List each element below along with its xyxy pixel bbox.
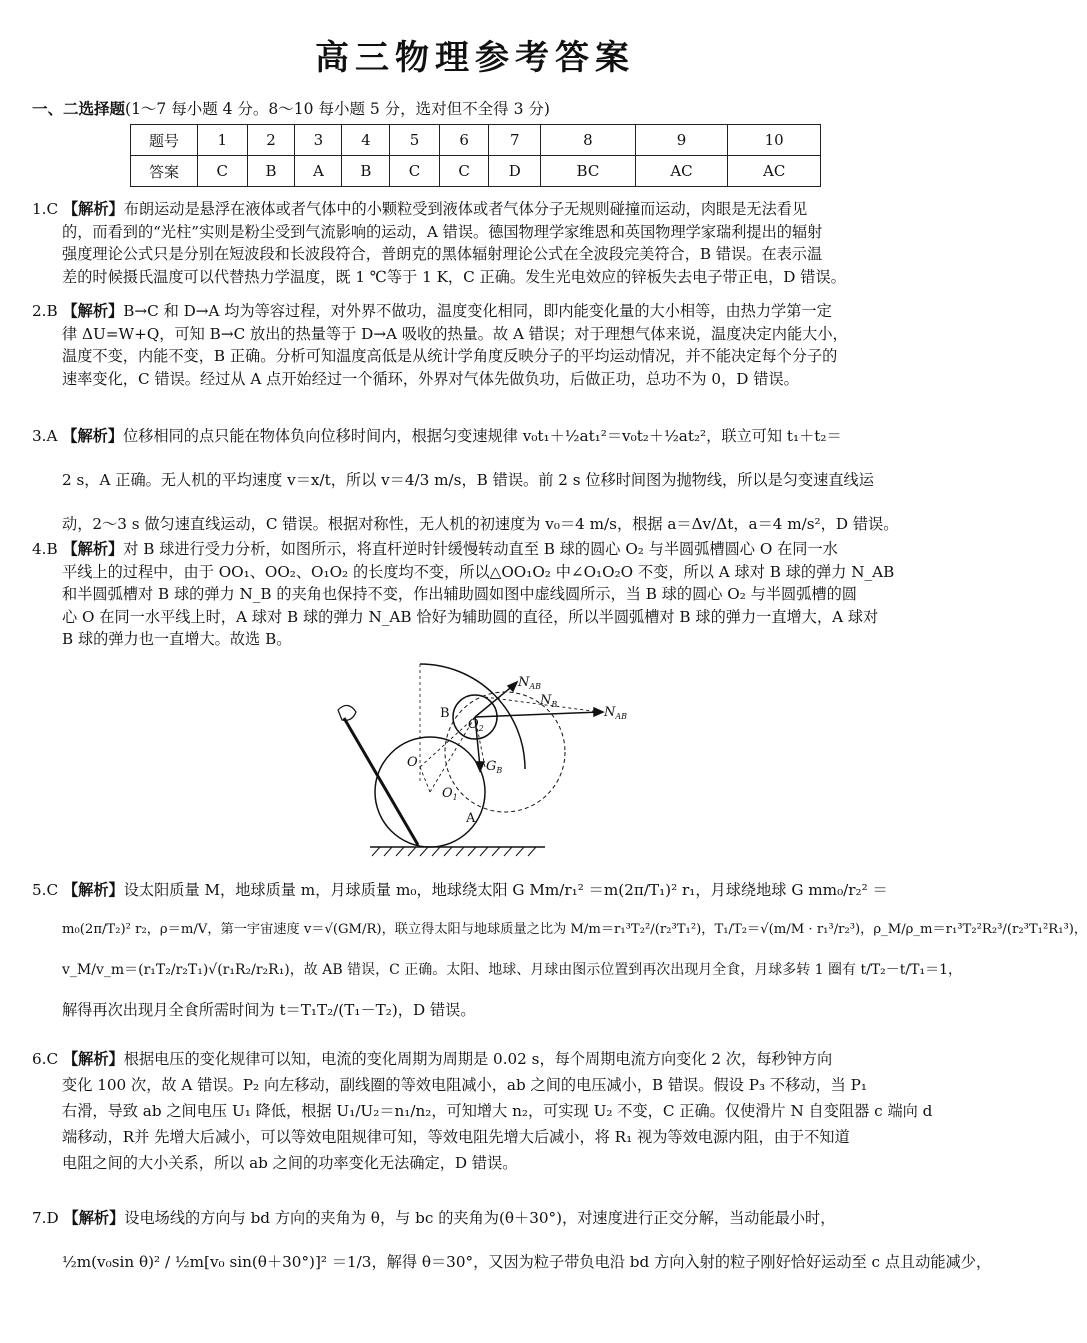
- answer-cell: B: [247, 156, 295, 187]
- force-analysis-diagram: [330, 662, 640, 862]
- q3-line1: 位移相同的点只能在物体负向位移时间内，根据匀变速规律 v₀t₁＋½at₁²＝v₀t₂＋½at₂²，联立可知 t₁＋t₂＝: [123, 427, 842, 445]
- question-number: 9: [635, 125, 728, 156]
- row-label-number: 题号: [131, 125, 198, 156]
- answer-cell: AC: [635, 156, 728, 187]
- question-number: 3: [295, 125, 342, 156]
- q4-line5: B 球的弹力也一直增大。故选 B。: [62, 630, 292, 648]
- q2-tag: 【解析】: [62, 302, 124, 320]
- question-number: 1: [198, 125, 248, 156]
- label-g: $G_B$: [486, 759, 503, 775]
- hand-icon: [338, 705, 356, 720]
- question-number: 8: [541, 125, 635, 156]
- label-o: O: [407, 755, 418, 770]
- q7-line1: 设电场线的方向与 bd 方向的夹角为 θ，与 bc 的夹角为(θ＋30°)，对速度进行正交分解，当动能最小时，: [124, 1209, 836, 1227]
- answer-cell: A: [295, 156, 342, 187]
- q6-line1: 根据电压的变化规律可以知，电流的变化周期为周期是 0.02 s，每个周期电流方向变化 2 次，每秒钟方向: [123, 1050, 833, 1068]
- q4-line3: 和半圆弧槽对 B 球的弹力 N_B 的夹角也保持不变，作出辅助圆如图中虚线圆所示，当 B 球的圆心 O₂ 与半圆弧槽的圆: [62, 585, 857, 603]
- q1-number: 1.C: [32, 200, 59, 218]
- q2-line2: 律 ΔU=W+Q，可知 B→C 放出的热量等于 D→A 吸收的热量。故 A 错误；对于理想气体来说，温度决定内能大小，: [62, 324, 848, 343]
- q3-tag: 【解析】: [62, 427, 124, 445]
- solution-q5: [32, 870, 1087, 1030]
- q4-line1: 对 B 球进行受力分析，如图所示，将直杆逆时针缓慢转动直至 B 球的圆心 O₂ 与半圆弧槽圆心 O 在同一水: [123, 540, 838, 558]
- diagram-labels: [407, 675, 627, 826]
- label-b: B: [440, 706, 450, 721]
- answer-cell: AC: [728, 156, 821, 187]
- row-label-answer: 答案: [131, 156, 198, 187]
- answer-cell: B: [342, 156, 390, 187]
- q5-tag: 【解析】: [62, 881, 124, 899]
- solution-q3: [32, 414, 912, 546]
- section-heading: [32, 97, 550, 119]
- section-heading-text: 一、二选择题: [32, 99, 126, 118]
- q5-line2: m₀(2π/T₂)² r₂，ρ＝m/V，第一宇宙速度 v＝√(GM/R)，联立得太阳与地球质量之比为 M/m＝r₁³T₂²/(r₂³T₁²)，T₁/T₂＝√(m/M · r₁³/r₂³)，ρ_M/ρ_m＝r₁³T₂²R₂³/(r₂³T₁²R₁³)，: [62, 922, 1087, 937]
- q5-line4: 解得再次出现月全食所需时间为 t＝T₁T₂/(T₁－T₂)，D 错误。: [62, 1001, 476, 1019]
- q4-line2: 平线上的过程中，由于 OO₁、OO₂、O₁O₂ 的长度均不变，所以△OO₁O₂ 中∠O₁O₂O 不变，所以 A 球对 B 球的弹力 N_AB: [62, 562, 895, 581]
- ground-hatching: [372, 847, 536, 856]
- solution-q2: [32, 300, 912, 390]
- q7-tag: 【解析】: [63, 1209, 125, 1227]
- section-note: (1～7 每小题 4 分。8～10 每小题 5 分，选对但不全得 3 分): [125, 100, 550, 118]
- q1-line1: 布朗运动是悬浮在液体或者气体中的小颗粒受到液体或者气体分子无规则碰撞而运动，肉眼是无法看见: [123, 200, 808, 218]
- q6-line3: 右滑，导致 ab 之间电压 U₁ 降低，根据 U₁/U₂＝n₁/n₂，可知增大 n₂，可实现 U₂ 不变，C 正确。仅使滑片 N 自变阻器 c 端向 d: [62, 1102, 933, 1120]
- answer-cell: C: [198, 156, 248, 187]
- auxiliary-circle: [445, 692, 565, 812]
- q1-line4: 差的时候摄氏温度可以代替热力学温度，既 1 ℃等于 1 K，C 正确。发生光电效应的锌板失去电子带正电，D 错误。: [62, 267, 846, 286]
- q3-line2: 2 s，A 正确。无人机的平均速度 v＝x/t，所以 v＝4/3 m/s，B 错误。前 2 s 位移时间图为抛物线，所以是匀变速直线运: [62, 471, 874, 489]
- question-number-row: [131, 125, 821, 156]
- q5-line3: v_M/v_m＝(r₁T₂/r₂T₁)√(r₁R₂/r₂R₁)，故 AB 错误，C 正确。太阳、地球、月球由图示位置到再次出现月全食，月球多转 1 圈有 t/T₂－t/T₁＝1，: [62, 962, 962, 978]
- label-a: A: [466, 811, 476, 826]
- label-o1: $O_1$: [442, 786, 458, 802]
- q4-number: 4.B: [32, 540, 58, 558]
- q6-tag: 【解析】: [62, 1050, 124, 1068]
- q6-line4: 端移动，R并 先增大后减小，可以等效电阻规律可知，等效电阻先增大后减小，将 R₁ 视为等效电源内阻，由于不知道: [62, 1128, 850, 1146]
- question-number: 2: [247, 125, 295, 156]
- question-number: 10: [728, 125, 821, 156]
- solution-q7: [32, 1196, 992, 1284]
- answer-cell: BC: [541, 156, 635, 187]
- label-o2: $O_2$: [468, 717, 484, 733]
- q7-number: 7.D: [32, 1209, 59, 1227]
- label-nab-top: $N_{AB}$: [518, 675, 542, 691]
- rod: [344, 718, 418, 845]
- q6-line2: 变化 100 次，故 A 错误。P₂ 向左移动，副线圈的等效电阻减小，ab 之间的电压减小，B 错误。假设 P₃ 不移动，当 P₁: [62, 1076, 867, 1094]
- q6-number: 6.C: [32, 1050, 59, 1068]
- answer-cell: D: [489, 156, 541, 187]
- solution-q1: [32, 198, 912, 288]
- q1-tag: 【解析】: [62, 200, 124, 218]
- label-nb: $N_B$: [540, 693, 558, 709]
- q7-line2: ½m(v₀sin θ)² / ½m[v₀ sin(θ＋30°)]² ＝1/3，解得 θ＝30°，又因为粒子带负电沿 bd 方向入射的粒子刚好恰好运动至 c 点且动能减少，: [62, 1253, 992, 1271]
- question-number: 7: [489, 125, 541, 156]
- q3-number: 3.A: [32, 427, 58, 445]
- q2-line4: 速率变化，C 错误。经过从 A 点开始经过一个循环，外界对气体先做负功，后做正功，总功不为 0，D 错误。: [62, 369, 799, 388]
- answer-cell: C: [390, 156, 440, 187]
- q1-line2: 的，而看到的“光柱”实则是粉尘受到气流影响的运动，A 错误。德国物理学家维恩和英国物理学家瑞利提出的辐射: [62, 222, 823, 241]
- question-number: 6: [439, 125, 489, 156]
- q2-number: 2.B: [32, 302, 58, 320]
- answer-row: [131, 156, 821, 187]
- solution-q6: [32, 1046, 933, 1176]
- q1-line3: 强度理论公式只是分别在短波段和长波段符合，普朗克的黑体辐射理论公式在全波段完美符合，B 错误。在表示温: [62, 245, 823, 263]
- q5-line1: 设太阳质量 M，地球质量 m，月球质量 m₀，地球绕太阳 G Mm/r₁² ＝m(2π/T₁)² r₁，月球绕地球 G mm₀/r₂² ＝: [123, 881, 888, 899]
- q4-line4: 心 O 在同一水平线上时，A 球对 B 球的弹力 N_AB 恰好为辅助圆的直径，所以半圆弧槽对 B 球的弹力一直增大，A 球对: [62, 607, 879, 626]
- page-title: 高三物理参考答案: [315, 38, 635, 78]
- answer-cell: C: [439, 156, 489, 187]
- q5-number: 5.C: [32, 881, 59, 899]
- q6-line5: 电阻之间的大小关系，所以 ab 之间的功率变化无法确定，D 错误。: [62, 1154, 518, 1172]
- q2-line1: B→C 和 D→A 均为等容过程，对外界不做功，温度变化相同，即内能变化量的大小相等，由热力学第一定: [123, 302, 832, 320]
- question-number: 5: [390, 125, 440, 156]
- q2-line3: 温度不变，内能不变，B 正确。分析可知温度高低是从统计学角度反映分子的平均运动情况，并不能决定每个分子的: [62, 347, 838, 365]
- answer-table: [130, 124, 821, 187]
- solution-q4: [32, 538, 912, 651]
- q4-tag: 【解析】: [62, 540, 124, 558]
- question-number: 4: [342, 125, 390, 156]
- q3-line3: 动，2～3 s 做匀速直线运动，C 错误。根据对称性，无人机的初速度为 v₀＝4 m/s，根据 a＝Δv/Δt，a＝4 m/s²，D 错误。: [62, 515, 899, 533]
- label-nab-right: $N_{AB}$: [604, 705, 628, 721]
